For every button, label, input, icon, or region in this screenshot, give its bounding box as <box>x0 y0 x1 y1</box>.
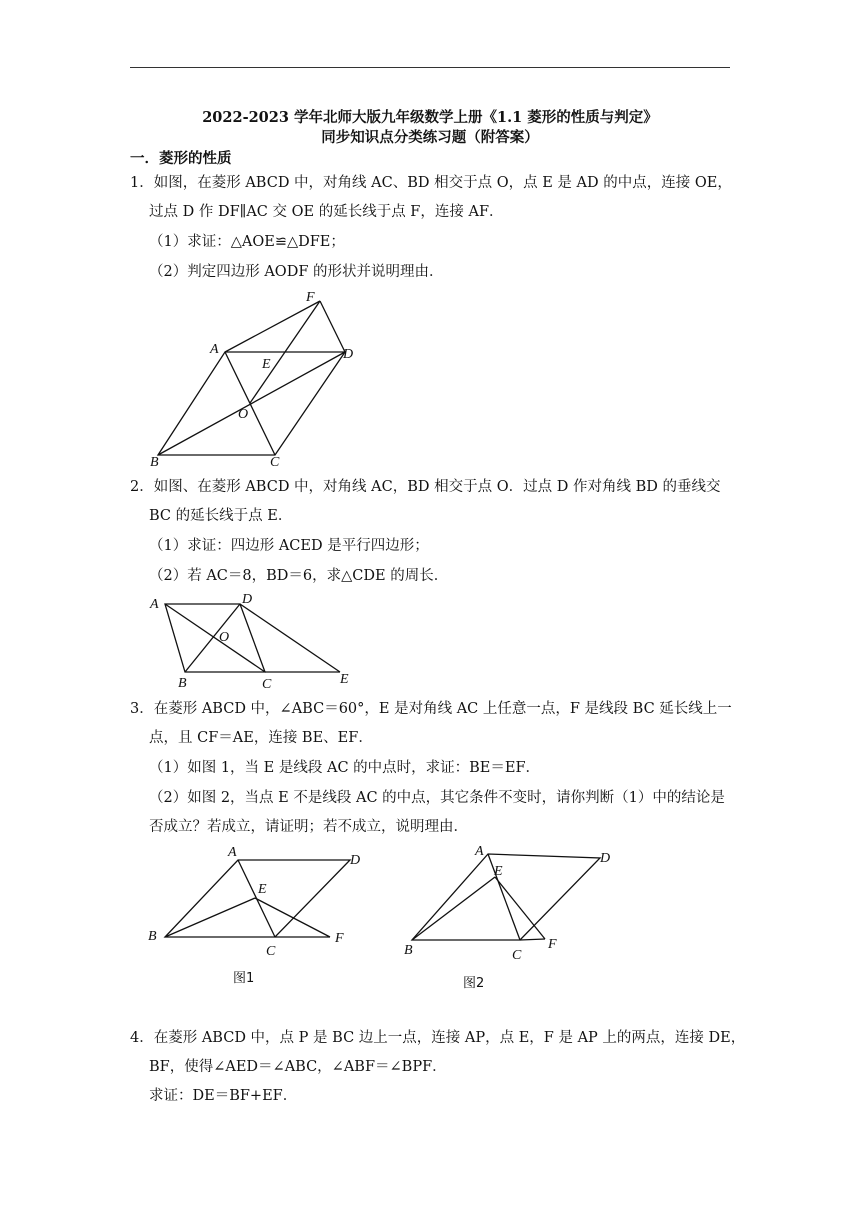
q1-sub2: （2）判定四边形 AODF 的形状并说明理由． <box>149 264 444 280</box>
q2-label-e: E <box>340 672 349 687</box>
q3-fig1-caption: 图1 <box>233 971 255 986</box>
q2-line2: BC 的延长线于点 E． <box>149 508 293 524</box>
q3f2-label-f: F <box>548 937 557 952</box>
q3f2-label-d: D <box>600 851 611 866</box>
q2-label-o: O <box>219 630 230 645</box>
q1-sub1: （1）求证：△AOE≌△DFE； <box>149 234 345 250</box>
q3f1-label-c: C <box>266 944 276 959</box>
q2-label-c: C <box>262 677 272 692</box>
q1-label-a: A <box>210 342 219 357</box>
q2-label-a: A <box>150 597 159 612</box>
q3f1-label-e: E <box>258 882 267 897</box>
q3f1-label-d: D <box>350 853 361 868</box>
q3-sub2a: （2）如图 2，当点 E 不是线段 AC 的中点，其它条件不变时，请你判断（1）中的结论是 <box>149 790 725 806</box>
q1-label-o: O <box>238 407 249 422</box>
q3f2-label-c: C <box>512 948 522 963</box>
q2-figure <box>140 590 370 695</box>
q2-label-b: B <box>178 676 187 691</box>
q1-figure <box>140 285 370 475</box>
q3-sub2b: 否成立？若成立，请证明；若不成立，说明理由． <box>149 819 468 835</box>
q3f1-label-b: B <box>148 929 157 944</box>
q3f2-label-a: A <box>475 844 484 859</box>
q3f1-label-f: F <box>335 931 344 946</box>
q3-line2: 点，且 CF＝AE，连接 BE、EF． <box>149 730 373 746</box>
q2-sub2: （2）若 AC＝8，BD＝6，求△CDE 的周长． <box>149 568 449 584</box>
q3-figure1 <box>140 840 370 990</box>
header-rule <box>130 67 730 68</box>
q4-line1: 4．在菱形 ABCD 中，点 P 是 BC 边上一点，连接 AP，点 E，F 是 AP 上的两点，连接 DE， <box>130 1030 746 1046</box>
section-heading: 一．菱形的性质 <box>130 150 232 167</box>
q4-line2: BF，使得∠AED＝∠ABC，∠ABF＝∠BPF． <box>149 1059 447 1075</box>
q1-label-c: C <box>270 455 280 470</box>
doc-title-line2: 同步知识点分类练习题（附答案） <box>321 129 539 146</box>
q2-label-d: D <box>242 592 253 607</box>
q3f2-label-e: E <box>494 864 503 879</box>
q2-sub1: （1）求证：四边形 ACED 是平行四边形； <box>149 538 429 554</box>
q3f2-label-b: B <box>404 943 413 958</box>
q3-sub1: （1）如图 1，当 E 是线段 AC 的中点时，求证：BE＝EF． <box>149 760 541 776</box>
q3-line1: 3．在菱形 ABCD 中，∠ABC＝60°，E 是对角线 AC 上任意一点，F 是线段 BC 延长线上一 <box>130 701 732 717</box>
q4-proof: 求证：DE＝BF+EF． <box>149 1088 298 1104</box>
q1-line2: 过点 D 作 DF∥AC 交 OE 的延长线于点 F，连接 AF． <box>149 204 504 220</box>
q1-label-e: E <box>262 357 271 372</box>
q1-label-d: D <box>343 347 354 362</box>
q3-figure2 <box>395 840 635 995</box>
doc-title-line1: 2022-2023 学年北师大版九年级数学上册《1.1 菱形的性质与判定》 <box>202 109 658 126</box>
q1-label-b: B <box>150 455 159 470</box>
q3-fig2-caption: 图2 <box>463 976 485 991</box>
q1-line1: 1．如图，在菱形 ABCD 中，对角线 AC、BD 相交于点 O，点 E 是 AD 的中点，连接 OE， <box>130 175 732 191</box>
q2-line1: 2．如图、在菱形 ABCD 中，对角线 AC，BD 相交于点 O．过点 D 作对角线 BD 的垂线交 <box>130 479 721 495</box>
q1-label-f: F <box>306 290 315 305</box>
q3f1-label-a: A <box>228 845 237 860</box>
